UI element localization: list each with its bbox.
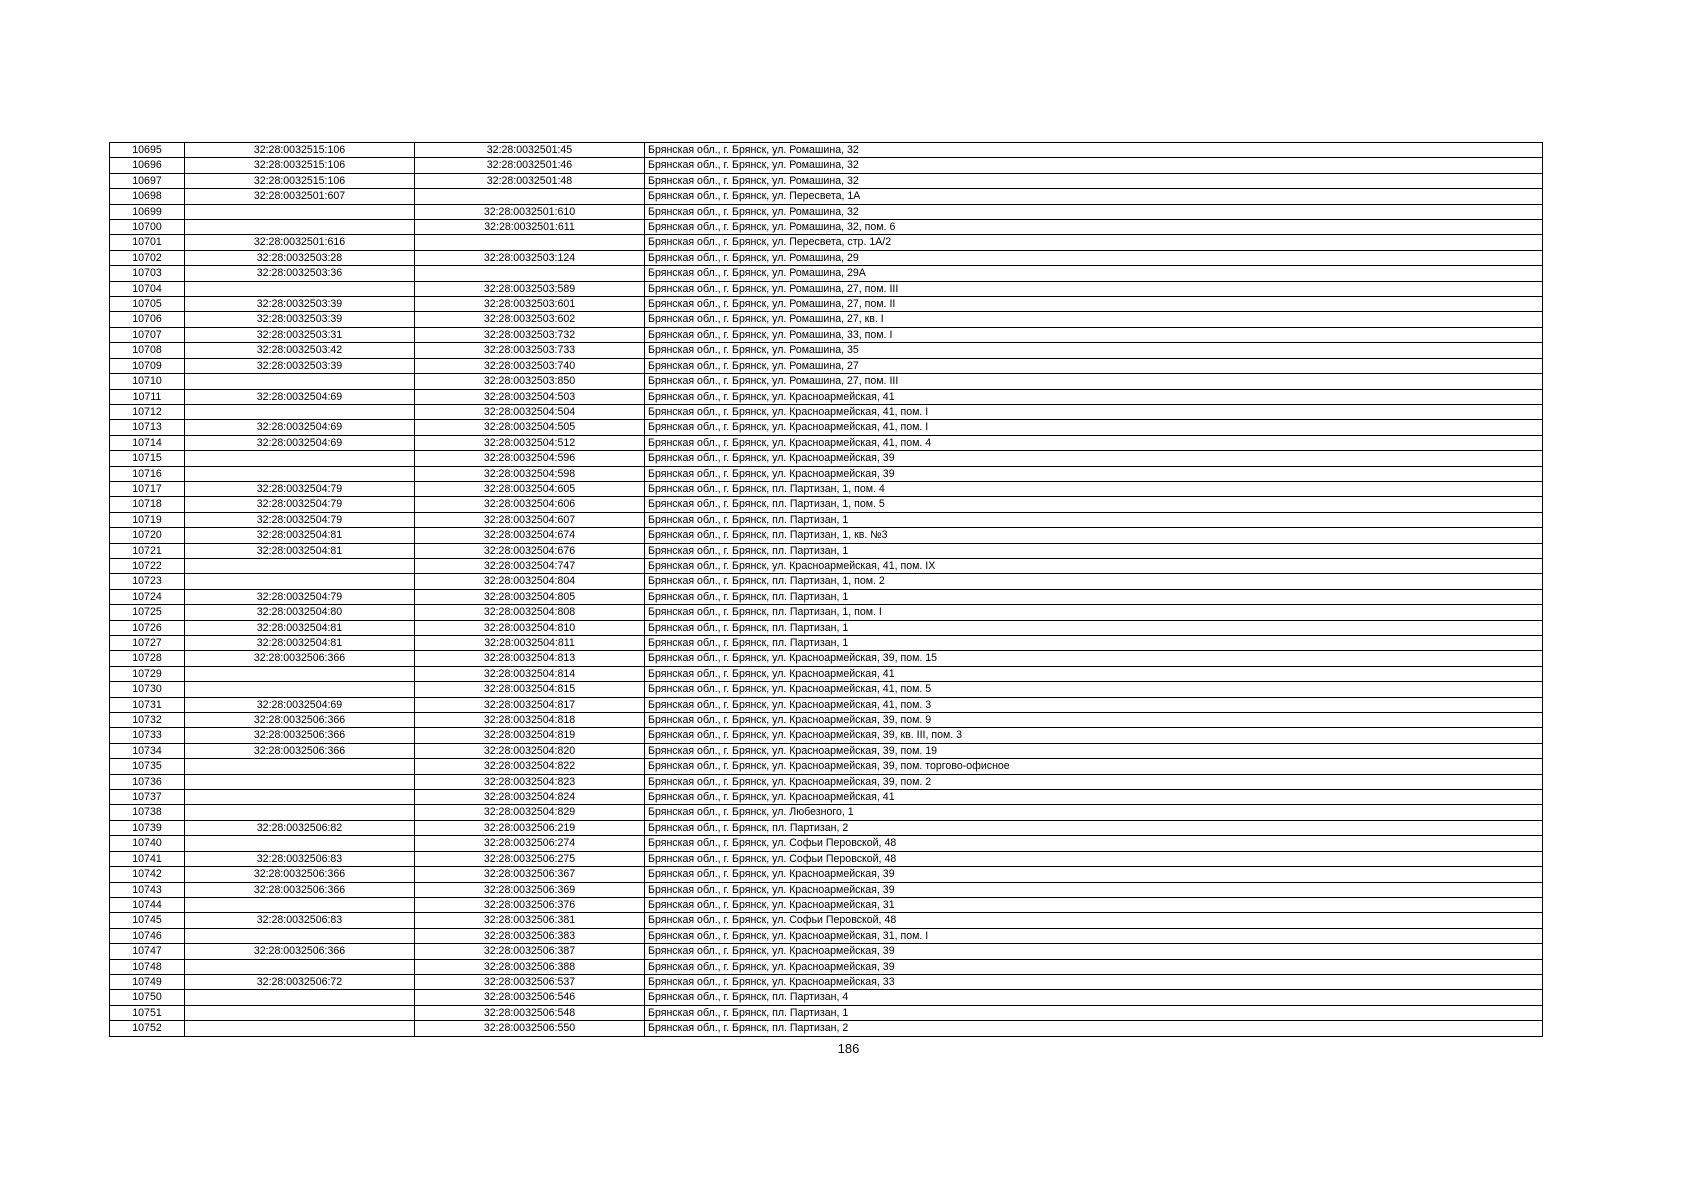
table-row	[110, 897, 1543, 912]
parcel-cadastral-number-cell: 32:28:0032506:366	[185, 882, 415, 897]
address-cell: Брянская обл., г. Брянск, пл. Партизан, 4	[645, 990, 1543, 1005]
table-row	[110, 928, 1543, 943]
address-cell: Брянская обл., г. Брянск, ул. Красноармейская, 41, пом. I	[645, 404, 1543, 419]
address-cell: Брянская обл., г. Брянск, ул. Ромашина, 33, пом. I	[645, 327, 1543, 342]
address-cell: Брянская обл., г. Брянск, ул. Любезного, 1	[645, 805, 1543, 820]
parcel-cadastral-number-cell	[185, 281, 415, 296]
row-number-cell: 10721	[110, 543, 185, 558]
object-cadastral-number-cell: 32:28:0032503:732	[415, 327, 645, 342]
table-row	[110, 974, 1543, 989]
parcel-cadastral-number-cell: 32:28:0032506:366	[185, 728, 415, 743]
parcel-cadastral-number-cell: 32:28:0032504:81	[185, 543, 415, 558]
table-row	[110, 913, 1543, 928]
table-row	[110, 266, 1543, 281]
parcel-cadastral-number-cell: 32:28:0032503:42	[185, 343, 415, 358]
table-row	[110, 327, 1543, 342]
object-cadastral-number-cell: 32:28:0032501:45	[415, 143, 645, 158]
parcel-cadastral-number-cell	[185, 774, 415, 789]
row-number-cell: 10747	[110, 944, 185, 959]
row-number-cell: 10700	[110, 220, 185, 235]
parcel-cadastral-number-cell: 32:28:0032515:106	[185, 158, 415, 173]
object-cadastral-number-cell: 32:28:0032501:611	[415, 220, 645, 235]
table-row	[110, 173, 1543, 188]
address-cell: Брянская обл., г. Брянск, ул. Красноармейская, 39, кв. III, пом. 3	[645, 728, 1543, 743]
address-cell: Брянская обл., г. Брянск, пл. Партизан, 1	[645, 543, 1543, 558]
table-row	[110, 805, 1543, 820]
object-cadastral-number-cell: 32:28:0032504:596	[415, 451, 645, 466]
address-cell: Брянская обл., г. Брянск, ул. Красноармейская, 39, пом. торгово-офисное	[645, 759, 1543, 774]
address-cell: Брянская обл., г. Брянск, ул. Ромашина, 35	[645, 343, 1543, 358]
object-cadastral-number-cell: 32:28:0032504:607	[415, 512, 645, 527]
table-row	[110, 682, 1543, 697]
table-row	[110, 713, 1543, 728]
object-cadastral-number-cell: 32:28:0032506:381	[415, 913, 645, 928]
row-number-cell: 10715	[110, 451, 185, 466]
table-row	[110, 189, 1543, 204]
parcel-cadastral-number-cell: 32:28:0032506:366	[185, 713, 415, 728]
row-number-cell: 10705	[110, 297, 185, 312]
parcel-cadastral-number-cell	[185, 990, 415, 1005]
address-cell: Брянская обл., г. Брянск, ул. Ромашина, 27	[645, 358, 1543, 373]
address-cell: Брянская обл., г. Брянск, ул. Ромашина, 27, пом. III	[645, 281, 1543, 296]
row-number-cell: 10716	[110, 466, 185, 481]
row-number-cell: 10727	[110, 636, 185, 651]
table-row	[110, 343, 1543, 358]
table-row	[110, 882, 1543, 897]
address-cell: Брянская обл., г. Брянск, пл. Партизан, 1, пом. 2	[645, 574, 1543, 589]
address-cell: Брянская обл., г. Брянск, ул. Ромашина, 29	[645, 250, 1543, 265]
object-cadastral-number-cell: 32:28:0032501:46	[415, 158, 645, 173]
table-row	[110, 358, 1543, 373]
table-row	[110, 820, 1543, 835]
table-row	[110, 420, 1543, 435]
parcel-cadastral-number-cell: 32:28:0032504:80	[185, 605, 415, 620]
parcel-cadastral-number-cell	[185, 1005, 415, 1020]
row-number-cell: 10736	[110, 774, 185, 789]
object-cadastral-number-cell: 32:28:0032504:676	[415, 543, 645, 558]
address-cell: Брянская обл., г. Брянск, ул. Красноармейская, 39	[645, 944, 1543, 959]
object-cadastral-number-cell: 32:28:0032506:376	[415, 897, 645, 912]
object-cadastral-number-cell: 32:28:0032504:674	[415, 528, 645, 543]
object-cadastral-number-cell: 32:28:0032504:829	[415, 805, 645, 820]
address-cell: Брянская обл., г. Брянск, пл. Партизан, 1	[645, 589, 1543, 604]
object-cadastral-number-cell: 32:28:0032506:537	[415, 974, 645, 989]
row-number-cell: 10750	[110, 990, 185, 1005]
object-cadastral-number-cell: 32:28:0032506:274	[415, 836, 645, 851]
row-number-cell: 10704	[110, 281, 185, 296]
parcel-cadastral-number-cell: 32:28:0032506:366	[185, 651, 415, 666]
table-row	[110, 512, 1543, 527]
row-number-cell: 10697	[110, 173, 185, 188]
row-number-cell: 10743	[110, 882, 185, 897]
row-number-cell: 10711	[110, 389, 185, 404]
parcel-cadastral-number-cell: 32:28:0032501:616	[185, 235, 415, 250]
object-cadastral-number-cell: 32:28:0032504:810	[415, 620, 645, 635]
object-cadastral-number-cell: 32:28:0032504:512	[415, 435, 645, 450]
object-cadastral-number-cell: 32:28:0032506:367	[415, 867, 645, 882]
row-number-cell: 10710	[110, 374, 185, 389]
table-row	[110, 497, 1543, 512]
parcel-cadastral-number-cell: 32:28:0032504:79	[185, 497, 415, 512]
row-number-cell: 10742	[110, 867, 185, 882]
address-cell: Брянская обл., г. Брянск, ул. Софьи Перовской, 48	[645, 836, 1543, 851]
parcel-cadastral-number-cell: 32:28:0032504:79	[185, 481, 415, 496]
table-row	[110, 204, 1543, 219]
object-cadastral-number-cell	[415, 189, 645, 204]
parcel-cadastral-number-cell	[185, 451, 415, 466]
row-number-cell: 10722	[110, 558, 185, 573]
table-row	[110, 143, 1543, 158]
parcel-cadastral-number-cell: 32:28:0032506:366	[185, 944, 415, 959]
parcel-cadastral-number-cell: 32:28:0032501:607	[185, 189, 415, 204]
table-row	[110, 435, 1543, 450]
object-cadastral-number-cell: 32:28:0032504:606	[415, 497, 645, 512]
parcel-cadastral-number-cell: 32:28:0032506:366	[185, 867, 415, 882]
address-cell: Брянская обл., г. Брянск, пл. Партизан, 1	[645, 512, 1543, 527]
parcel-cadastral-number-cell: 32:28:0032506:83	[185, 851, 415, 866]
table-row	[110, 574, 1543, 589]
cadastral-register-table	[109, 142, 1543, 1037]
object-cadastral-number-cell: 32:28:0032504:817	[415, 697, 645, 712]
table-row	[110, 389, 1543, 404]
object-cadastral-number-cell: 32:28:0032506:548	[415, 1005, 645, 1020]
row-number-cell: 10729	[110, 666, 185, 681]
address-cell: Брянская обл., г. Брянск, пл. Партизан, 1	[645, 620, 1543, 635]
row-number-cell: 10735	[110, 759, 185, 774]
address-cell: Брянская обл., г. Брянск, ул. Красноармейская, 41	[645, 790, 1543, 805]
table-row	[110, 774, 1543, 789]
address-cell: Брянская обл., г. Брянск, ул. Красноармейская, 39, пом. 2	[645, 774, 1543, 789]
address-cell: Брянская обл., г. Брянск, ул. Красноармейская, 39	[645, 451, 1543, 466]
parcel-cadastral-number-cell	[185, 558, 415, 573]
parcel-cadastral-number-cell	[185, 220, 415, 235]
object-cadastral-number-cell: 32:28:0032506:546	[415, 990, 645, 1005]
row-number-cell: 10728	[110, 651, 185, 666]
table-row	[110, 235, 1543, 250]
row-number-cell: 10734	[110, 743, 185, 758]
parcel-cadastral-number-cell: 32:28:0032506:82	[185, 820, 415, 835]
row-number-cell: 10709	[110, 358, 185, 373]
object-cadastral-number-cell: 32:28:0032503:589	[415, 281, 645, 296]
table-row	[110, 605, 1543, 620]
table-row	[110, 666, 1543, 681]
object-cadastral-number-cell	[415, 235, 645, 250]
table-row	[110, 697, 1543, 712]
table-row	[110, 589, 1543, 604]
parcel-cadastral-number-cell	[185, 574, 415, 589]
row-number-cell: 10713	[110, 420, 185, 435]
parcel-cadastral-number-cell: 32:28:0032503:28	[185, 250, 415, 265]
object-cadastral-number-cell: 32:28:0032504:747	[415, 558, 645, 573]
row-number-cell: 10698	[110, 189, 185, 204]
object-cadastral-number-cell: 32:28:0032506:387	[415, 944, 645, 959]
object-cadastral-number-cell: 32:28:0032504:505	[415, 420, 645, 435]
row-number-cell: 10701	[110, 235, 185, 250]
object-cadastral-number-cell	[415, 266, 645, 281]
parcel-cadastral-number-cell	[185, 466, 415, 481]
address-cell: Брянская обл., г. Брянск, ул. Пересвета, 1А	[645, 189, 1543, 204]
row-number-cell: 10720	[110, 528, 185, 543]
parcel-cadastral-number-cell: 32:28:0032504:69	[185, 420, 415, 435]
object-cadastral-number-cell: 32:28:0032506:550	[415, 1021, 645, 1036]
address-cell: Брянская обл., г. Брянск, ул. Красноармейская, 41	[645, 389, 1543, 404]
row-number-cell: 10714	[110, 435, 185, 450]
table-row	[110, 728, 1543, 743]
object-cadastral-number-cell: 32:28:0032504:598	[415, 466, 645, 481]
object-cadastral-number-cell: 32:28:0032503:740	[415, 358, 645, 373]
row-number-cell: 10733	[110, 728, 185, 743]
object-cadastral-number-cell: 32:28:0032501:610	[415, 204, 645, 219]
parcel-cadastral-number-cell: 32:28:0032504:79	[185, 512, 415, 527]
object-cadastral-number-cell: 32:28:0032504:820	[415, 743, 645, 758]
parcel-cadastral-number-cell	[185, 897, 415, 912]
object-cadastral-number-cell: 32:28:0032506:275	[415, 851, 645, 866]
object-cadastral-number-cell: 32:28:0032506:388	[415, 959, 645, 974]
parcel-cadastral-number-cell: 32:28:0032504:81	[185, 636, 415, 651]
object-cadastral-number-cell: 32:28:0032504:819	[415, 728, 645, 743]
parcel-cadastral-number-cell: 32:28:0032503:39	[185, 297, 415, 312]
address-cell: Брянская обл., г. Брянск, пл. Партизан, 1, пом. 4	[645, 481, 1543, 496]
table-row	[110, 220, 1543, 235]
address-cell: Брянская обл., г. Брянск, ул. Ромашина, 27, пом. II	[645, 297, 1543, 312]
row-number-cell: 10703	[110, 266, 185, 281]
table-row	[110, 636, 1543, 651]
address-cell: Брянская обл., г. Брянск, пл. Партизан, 1, кв. №3	[645, 528, 1543, 543]
object-cadastral-number-cell: 32:28:0032504:818	[415, 713, 645, 728]
address-cell: Брянская обл., г. Брянск, ул. Красноармейская, 39, пом. 15	[645, 651, 1543, 666]
object-cadastral-number-cell: 32:28:0032503:124	[415, 250, 645, 265]
parcel-cadastral-number-cell	[185, 1021, 415, 1036]
address-cell: Брянская обл., г. Брянск, ул. Ромашина, 32	[645, 143, 1543, 158]
table-row	[110, 651, 1543, 666]
row-number-cell: 10732	[110, 713, 185, 728]
address-cell: Брянская обл., г. Брянск, ул. Ромашина, 32	[645, 158, 1543, 173]
row-number-cell: 10741	[110, 851, 185, 866]
row-number-cell: 10749	[110, 974, 185, 989]
address-cell: Брянская обл., г. Брянск, ул. Ромашина, 32	[645, 204, 1543, 219]
parcel-cadastral-number-cell	[185, 928, 415, 943]
row-number-cell: 10730	[110, 682, 185, 697]
object-cadastral-number-cell: 32:28:0032506:219	[415, 820, 645, 835]
table-row	[110, 620, 1543, 635]
row-number-cell: 10702	[110, 250, 185, 265]
table-row	[110, 158, 1543, 173]
address-cell: Брянская обл., г. Брянск, ул. Ромашина, 27, кв. I	[645, 312, 1543, 327]
address-cell: Брянская обл., г. Брянск, ул. Красноармейская, 39	[645, 959, 1543, 974]
parcel-cadastral-number-cell: 32:28:0032503:31	[185, 327, 415, 342]
row-number-cell: 10740	[110, 836, 185, 851]
address-cell: Брянская обл., г. Брянск, ул. Красноармейская, 39	[645, 867, 1543, 882]
address-cell: Брянская обл., г. Брянск, пл. Партизан, 2	[645, 1021, 1543, 1036]
object-cadastral-number-cell: 32:28:0032504:815	[415, 682, 645, 697]
row-number-cell: 10707	[110, 327, 185, 342]
address-cell: Брянская обл., г. Брянск, ул. Софьи Перовской, 48	[645, 851, 1543, 866]
row-number-cell: 10739	[110, 820, 185, 835]
address-cell: Брянская обл., г. Брянск, пл. Партизан, 1	[645, 1005, 1543, 1020]
row-number-cell: 10717	[110, 481, 185, 496]
object-cadastral-number-cell: 32:28:0032504:814	[415, 666, 645, 681]
table-row	[110, 759, 1543, 774]
table-row	[110, 990, 1543, 1005]
object-cadastral-number-cell: 32:28:0032504:605	[415, 481, 645, 496]
object-cadastral-number-cell: 32:28:0032504:504	[415, 404, 645, 419]
row-number-cell: 10719	[110, 512, 185, 527]
table-row	[110, 297, 1543, 312]
address-cell: Брянская обл., г. Брянск, ул. Софьи Перовской, 48	[645, 913, 1543, 928]
object-cadastral-number-cell: 32:28:0032503:602	[415, 312, 645, 327]
row-number-cell: 10737	[110, 790, 185, 805]
parcel-cadastral-number-cell	[185, 374, 415, 389]
address-cell: Брянская обл., г. Брянск, ул. Красноармейская, 41, пом. 4	[645, 435, 1543, 450]
parcel-cadastral-number-cell	[185, 836, 415, 851]
parcel-cadastral-number-cell: 32:28:0032504:81	[185, 528, 415, 543]
table-row	[110, 944, 1543, 959]
parcel-cadastral-number-cell: 32:28:0032504:69	[185, 435, 415, 450]
address-cell: Брянская обл., г. Брянск, пл. Партизан, 1, пом. 5	[645, 497, 1543, 512]
table-row	[110, 528, 1543, 543]
address-cell: Брянская обл., г. Брянск, ул. Ромашина, 29А	[645, 266, 1543, 281]
row-number-cell: 10708	[110, 343, 185, 358]
parcel-cadastral-number-cell	[185, 959, 415, 974]
table-row	[110, 867, 1543, 882]
object-cadastral-number-cell: 32:28:0032506:383	[415, 928, 645, 943]
parcel-cadastral-number-cell: 32:28:0032503:39	[185, 312, 415, 327]
object-cadastral-number-cell: 32:28:0032504:822	[415, 759, 645, 774]
row-number-cell: 10699	[110, 204, 185, 219]
address-cell: Брянская обл., г. Брянск, ул. Красноармейская, 39, пом. 19	[645, 743, 1543, 758]
address-cell: Брянская обл., г. Брянск, ул. Красноармейская, 41, пом. 5	[645, 682, 1543, 697]
table-row	[110, 543, 1543, 558]
address-cell: Брянская обл., г. Брянск, ул. Красноармейская, 41, пом. 3	[645, 697, 1543, 712]
parcel-cadastral-number-cell	[185, 805, 415, 820]
row-number-cell: 10748	[110, 959, 185, 974]
parcel-cadastral-number-cell: 32:28:0032504:79	[185, 589, 415, 604]
row-number-cell: 10746	[110, 928, 185, 943]
address-cell: Брянская обл., г. Брянск, пл. Партизан, 2	[645, 820, 1543, 835]
address-cell: Брянская обл., г. Брянск, ул. Красноармейская, 41	[645, 666, 1543, 681]
row-number-cell: 10731	[110, 697, 185, 712]
object-cadastral-number-cell: 32:28:0032503:850	[415, 374, 645, 389]
parcel-cadastral-number-cell	[185, 759, 415, 774]
address-cell: Брянская обл., г. Брянск, ул. Красноармейская, 31, пом. I	[645, 928, 1543, 943]
parcel-cadastral-number-cell: 32:28:0032506:83	[185, 913, 415, 928]
table-row	[110, 451, 1543, 466]
address-cell: Брянская обл., г. Брянск, ул. Красноармейская, 41, пом. IX	[645, 558, 1543, 573]
object-cadastral-number-cell: 32:28:0032504:811	[415, 636, 645, 651]
parcel-cadastral-number-cell: 32:28:0032515:106	[185, 143, 415, 158]
object-cadastral-number-cell: 32:28:0032503:733	[415, 343, 645, 358]
object-cadastral-number-cell: 32:28:0032504:804	[415, 574, 645, 589]
address-cell: Брянская обл., г. Брянск, ул. Красноармейская, 41, пом. I	[645, 420, 1543, 435]
row-number-cell: 10696	[110, 158, 185, 173]
parcel-cadastral-number-cell	[185, 682, 415, 697]
parcel-cadastral-number-cell: 32:28:0032503:39	[185, 358, 415, 373]
address-cell: Брянская обл., г. Брянск, ул. Красноармейская, 33	[645, 974, 1543, 989]
parcel-cadastral-number-cell: 32:28:0032503:36	[185, 266, 415, 281]
object-cadastral-number-cell: 32:28:0032504:503	[415, 389, 645, 404]
object-cadastral-number-cell: 32:28:0032504:805	[415, 589, 645, 604]
object-cadastral-number-cell: 32:28:0032504:813	[415, 651, 645, 666]
object-cadastral-number-cell: 32:28:0032506:369	[415, 882, 645, 897]
address-cell: Брянская обл., г. Брянск, ул. Красноармейская, 39	[645, 466, 1543, 481]
table-row	[110, 743, 1543, 758]
address-cell: Брянская обл., г. Брянск, ул. Ромашина, 32	[645, 173, 1543, 188]
table-row	[110, 836, 1543, 851]
parcel-cadastral-number-cell: 32:28:0032506:366	[185, 743, 415, 758]
table-row	[110, 404, 1543, 419]
row-number-cell: 10695	[110, 143, 185, 158]
table-row	[110, 481, 1543, 496]
object-cadastral-number-cell: 32:28:0032504:824	[415, 790, 645, 805]
row-number-cell: 10706	[110, 312, 185, 327]
page-number: 186	[837, 1041, 860, 1056]
parcel-cadastral-number-cell	[185, 790, 415, 805]
address-cell: Брянская обл., г. Брянск, пл. Партизан, 1	[645, 636, 1543, 651]
table-row	[110, 281, 1543, 296]
address-cell: Брянская обл., г. Брянск, ул. Красноармейская, 31	[645, 897, 1543, 912]
parcel-cadastral-number-cell: 32:28:0032515:106	[185, 173, 415, 188]
row-number-cell: 10712	[110, 404, 185, 419]
row-number-cell: 10744	[110, 897, 185, 912]
object-cadastral-number-cell: 32:28:0032503:601	[415, 297, 645, 312]
table-row	[110, 312, 1543, 327]
table-row	[110, 1005, 1543, 1020]
row-number-cell: 10752	[110, 1021, 185, 1036]
address-cell: Брянская обл., г. Брянск, ул. Красноармейская, 39, пом. 9	[645, 713, 1543, 728]
row-number-cell: 10724	[110, 589, 185, 604]
object-cadastral-number-cell: 32:28:0032501:48	[415, 173, 645, 188]
parcel-cadastral-number-cell: 32:28:0032506:72	[185, 974, 415, 989]
table-row	[110, 959, 1543, 974]
object-cadastral-number-cell: 32:28:0032504:823	[415, 774, 645, 789]
table-row	[110, 851, 1543, 866]
address-cell: Брянская обл., г. Брянск, ул. Ромашина, 27, пом. III	[645, 374, 1543, 389]
address-cell: Брянская обл., г. Брянск, ул. Красноармейская, 39	[645, 882, 1543, 897]
address-cell: Брянская обл., г. Брянск, ул. Ромашина, 32, пом. 6	[645, 220, 1543, 235]
row-number-cell: 10726	[110, 620, 185, 635]
parcel-cadastral-number-cell: 32:28:0032504:69	[185, 697, 415, 712]
parcel-cadastral-number-cell: 32:28:0032504:69	[185, 389, 415, 404]
table-row	[110, 558, 1543, 573]
parcel-cadastral-number-cell: 32:28:0032504:81	[185, 620, 415, 635]
row-number-cell: 10725	[110, 605, 185, 620]
table-row	[110, 1021, 1543, 1036]
table-row	[110, 374, 1543, 389]
table-row	[110, 790, 1543, 805]
parcel-cadastral-number-cell	[185, 404, 415, 419]
table-row	[110, 250, 1543, 265]
table-row	[110, 466, 1543, 481]
row-number-cell: 10738	[110, 805, 185, 820]
row-number-cell: 10745	[110, 913, 185, 928]
row-number-cell: 10718	[110, 497, 185, 512]
parcel-cadastral-number-cell	[185, 666, 415, 681]
register-table-body	[110, 143, 1543, 1037]
row-number-cell: 10723	[110, 574, 185, 589]
address-cell: Брянская обл., г. Брянск, пл. Партизан, 1, пом. I	[645, 605, 1543, 620]
row-number-cell: 10751	[110, 1005, 185, 1020]
address-cell: Брянская обл., г. Брянск, ул. Пересвета, стр. 1А/2	[645, 235, 1543, 250]
parcel-cadastral-number-cell	[185, 204, 415, 219]
object-cadastral-number-cell: 32:28:0032504:808	[415, 605, 645, 620]
